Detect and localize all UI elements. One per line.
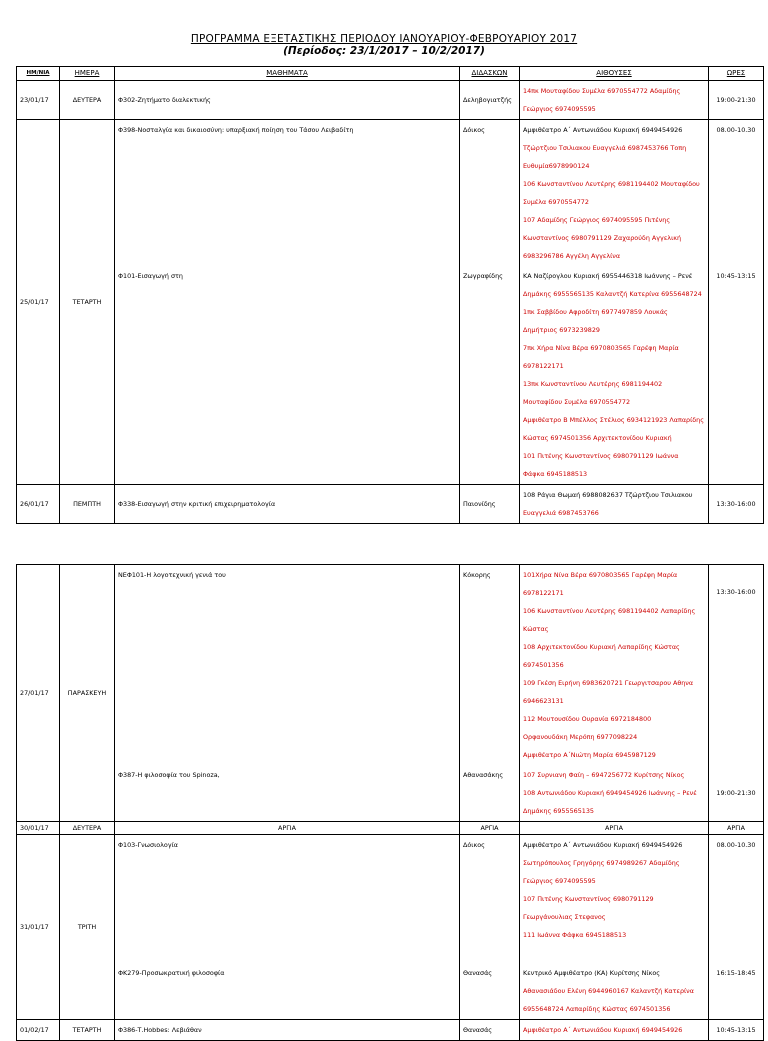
course-cell: ΦΚ279-Προσωκρατική φιλοσοφία <box>115 963 460 1020</box>
hours-cell: 16:15-18:45 <box>709 963 764 1020</box>
teacher-cell: ΑΡΓΙΑ <box>460 822 520 835</box>
rooms-cell <box>520 1020 709 1041</box>
course-cell: Φ398-Νοσταλγία και δικαιοσύνη: υπαρξιακή ποίηση του Τάσου Λειβαδίτη <box>115 120 460 267</box>
date-cell: 01/02/17 <box>17 1020 60 1041</box>
teacher-cell: Δεληβογιατζής <box>460 81 520 120</box>
table-row <box>17 1020 764 1041</box>
table-row <box>17 120 764 267</box>
course-cell: Φ386-Τ.Hobbes: Λεβιάθαν <box>115 1020 460 1041</box>
course-cell: Φ338-Εισαγωγή στην κριτική επιχειρηματολογία <box>115 485 460 524</box>
room-line: 112 Μουτουσίδου Ουρανία 6972184800 <box>523 715 652 723</box>
table-row <box>17 81 764 120</box>
day-cell: ΔΕΥΤΕΡΑ <box>60 822 115 835</box>
room-line: Δημήτριος 6973239829 <box>523 326 600 334</box>
day-cell: ΤΕΤΑΡΤΗ <box>60 1020 115 1041</box>
date-cell: 26/01/17 <box>17 485 60 524</box>
hours-cell: ΑΡΓΙΑ <box>709 822 764 835</box>
hours-cell: 10:45-13:15 <box>709 1020 764 1041</box>
room-line: 107 Αδαμίδης Γεώργιος 6974095595 Πιτένης <box>523 216 671 224</box>
rooms-cell <box>520 485 709 524</box>
room-line: Αμφιθέατρο Β Μπέλλος Στέλιος 6934121923 Λαπαρίδης <box>523 416 704 424</box>
room-line: Φάφκα 6945188513 <box>523 470 588 478</box>
date-cell: 31/01/17 <box>17 835 60 1020</box>
room-line: 6974501356 <box>523 661 564 669</box>
date-cell: 25/01/17 <box>17 120 60 485</box>
room-line: 106 Κωνσταντίνου Λευτέρης 6981194402 Λαπαρίδης <box>523 607 696 615</box>
room-line: Ορφανουδάκη Μερόπη 6977098224 <box>523 733 638 741</box>
room-line: ΚΑ Ναζίρογλου Κυριακή 6955446318 Ιωάννης – Ρενέ <box>523 272 693 280</box>
teacher-cell: Δόικος <box>460 835 520 964</box>
hours-cell: 08.00-10.30 <box>709 120 764 267</box>
rooms-cell <box>520 266 709 485</box>
exam-schedule-table-1 <box>16 66 764 524</box>
teacher-cell: Ζωγραφίδης <box>460 266 520 485</box>
room-line-spacer <box>523 944 705 962</box>
day-cell: ΤΕΤΑΡΤΗ <box>60 120 115 485</box>
room-line: Γεώργιος 6974095595 <box>523 877 596 885</box>
room-line: Δημάκης 6955565135 Καλαντζή Κατερίνα 6955648724 <box>523 290 702 298</box>
room-line: 101 Πιτένης Κωνσταντίνος 6980791129 Ιωάννα <box>523 452 679 460</box>
room-line: 101Χήρα Νίνα Βέρα 6970803565 Γαρέφη Μαρία <box>523 571 678 579</box>
rooms-cell <box>520 81 709 120</box>
room-line: Αμφιθέατρο Α΄Νιώτη Μαρία 6945987129 <box>523 751 656 759</box>
column-header-date: ΗΜ/ΝΙΑ <box>17 67 60 81</box>
room-line: Κεντρικό Αμφιθέατρο (ΚΑ) Κυρίτσης Νίκος <box>523 969 661 977</box>
table-row <box>17 822 764 835</box>
room-line: 13πκ Κωνσταντίνου Λευτέρης 6981194402 <box>523 380 663 388</box>
teacher-cell: Αθανασάκης <box>460 765 520 822</box>
day-cell: ΔΕΥΤΕΡΑ <box>60 81 115 120</box>
teacher-cell: Παιονίδης <box>460 485 520 524</box>
room-line: Αθανασιάδου Ελένη 6944960167 Καλαντζή Κατερίνα <box>523 987 694 995</box>
page-subtitle: (Περίοδος: 23/1/2017 – 10/2/2017) <box>283 45 485 57</box>
hours-cell: 10:45-13:15 <box>709 266 764 485</box>
header-row <box>17 67 764 81</box>
exam-schedule-table-2 <box>16 564 764 1041</box>
day-cell: ΤΡΙΤΗ <box>60 835 115 1020</box>
course-cell: ΑΡΓΙΑ <box>115 822 460 835</box>
column-header-rooms: ΑΙΘΟΥΣΕΣ <box>520 67 709 81</box>
teacher-cell: Θανασάς <box>460 1020 520 1041</box>
room-line: Κωνσταντίνος 6980791129 Ζαχαρούδη Αγγελική <box>523 234 682 242</box>
date-cell: 27/01/17 <box>17 565 60 822</box>
table-row <box>17 835 764 964</box>
room-line: 108 Ράγια Θωμαή 6988082637 Τζώρτζιου Τσιλιακου <box>523 491 693 499</box>
room-line: Γεωργάνουλιας Στεφανος <box>523 913 606 921</box>
rooms-cell <box>520 963 709 1020</box>
rooms-cell <box>520 765 709 822</box>
room-line: 111 Ιωάννα Φάφκα 6945188513 <box>523 931 627 939</box>
rooms-cell <box>520 835 709 964</box>
day-cell: ΠΕΜΠΤΗ <box>60 485 115 524</box>
room-line: 106 Κωνσταντίνου Λευτέρης 6981194402 Μουταφίδου <box>523 180 700 188</box>
rooms-cell <box>520 120 709 267</box>
table-row <box>17 266 764 485</box>
column-header-day: ΗΜΕΡΑ <box>60 67 115 81</box>
room-line: 108 Αρχιτεκτονίδου Κυριακή Λαπαρίδης Κώστας <box>523 643 680 651</box>
room-line: Αμφιθέατρο Α΄ Αντωνιάδου Κυριακή 6949454926 <box>523 126 683 134</box>
table-row <box>17 765 764 822</box>
course-cell: Φ387-Η φιλοσοφία του Spinoza, <box>115 765 460 822</box>
rooms-cell: ΑΡΓΙΑ <box>520 822 709 835</box>
room-line: 6983296786 Αγγέλη Αγγελίνα <box>523 252 621 260</box>
room-line: Συμέλα 6970554772 <box>523 198 589 206</box>
hours-cell: 19:00-21:30 <box>709 765 764 822</box>
table-row <box>17 485 764 524</box>
date-cell: 30/01/17 <box>17 822 60 835</box>
page-title: ΠΡΟΓΡΑΜΜΑ ΕΞΕΤΑΣΤΙΚΗΣ ΠΕΡΙΟΔΟΥ ΙΑΝΟΥΑΡΙΟΥ-ΦΕΒΡΟΥΑΡΙΟΥ 2017 <box>190 33 578 45</box>
room-line: Αμφιθέατρο Α΄ Αντωνιάδου Κυριακή 6949454926 <box>523 841 683 849</box>
rooms-cell <box>520 565 709 766</box>
teacher-cell: Δόικος <box>460 120 520 267</box>
column-header-teachers: ΔΙΔΑΣΚΩΝ <box>460 67 520 81</box>
room-line: 6946623131 <box>523 697 564 705</box>
day-cell: ΠΑΡΑΣΚΕΥΗ <box>60 565 115 822</box>
room-line: 6978122171 <box>523 589 564 597</box>
room-line: 107 Συρνιανη Φαίη – 6947256772 Κυρίτσης Νίκος <box>523 771 685 779</box>
room-line: Αμφιθέατρο Α΄ Αντωνιάδου Κυριακή 6949454926 <box>523 1026 683 1034</box>
room-line: Ευαγγελιά 6987453766 <box>523 509 599 517</box>
room-line: Τζώρτζιου Τσιλιακου Ευαγγελιά 6987453766 Τοπη <box>523 144 687 152</box>
room-line: Δημάκης 6955565135 <box>523 807 594 815</box>
hours-cell: 13:30-16:00 <box>709 565 764 766</box>
room-line: 109 Γκέση Ειρήνη 6983620721 Γεωργιτσαρου Αθηνα <box>523 679 694 687</box>
room-line: 14πκ Μουταφίδου Συμέλα 6970554772 Αδαμίδης <box>523 87 681 95</box>
room-line: 108 Αντωνιάδου Κυριακή 6949454926 Ιωάννης – Ρενέ <box>523 789 697 797</box>
room-line: 1πκ Σαββίδου Αφροδίτη 6977497859 Λουκάς <box>523 308 668 316</box>
room-line: Κώστας 6974501356 Αρχιτεκτονίδου Κυριακή <box>523 434 672 442</box>
course-cell: ΝΕΦ101-Η λογοτεχνική γενιά του <box>115 565 460 766</box>
hours-cell: 13:30-16:00 <box>709 485 764 524</box>
room-line: 6955648724 Λαπαρίδης Κώστας 6974501356 <box>523 1005 671 1013</box>
room-line: Σωτηρόπουλος Γρηγόρης 6974989267 Αδαμίδης <box>523 859 680 867</box>
course-cell: Φ302-Ζητήματο διαλεκτικής <box>115 81 460 120</box>
table-row <box>17 565 764 766</box>
column-header-hours: ΩΡΕΣ <box>709 67 764 81</box>
hours-cell: 19:00-21:30 <box>709 81 764 120</box>
hours-cell: 08.00-10.30 <box>709 835 764 964</box>
room-line: Μουταφίδου Συμέλα 6970554772 <box>523 398 631 406</box>
teacher-cell: Κόκορης <box>460 565 520 766</box>
course-cell: Φ103-Γνωσιολογία <box>115 835 460 964</box>
room-line: Ευθυμία6978990124 <box>523 162 590 170</box>
room-line: Κώστας <box>523 625 549 633</box>
course-cell: Φ101-Εισαγωγή στη <box>115 266 460 485</box>
room-line: 107 Πιτένης Κωνσταντίνος 6980791129 <box>523 895 654 903</box>
room-line: 6978122171 <box>523 362 564 370</box>
room-line: Γεώργιος 6974095595 <box>523 105 596 113</box>
room-line: 7πκ Χήρα Νίνα Βέρα 6970803565 Γαρέφη Μαρία <box>523 344 679 352</box>
table-row <box>17 963 764 1020</box>
teacher-cell: Θανασάς <box>460 963 520 1020</box>
column-header-courses: ΜΑΘΗΜΑΤΑ <box>115 67 460 81</box>
date-cell: 23/01/17 <box>17 81 60 120</box>
